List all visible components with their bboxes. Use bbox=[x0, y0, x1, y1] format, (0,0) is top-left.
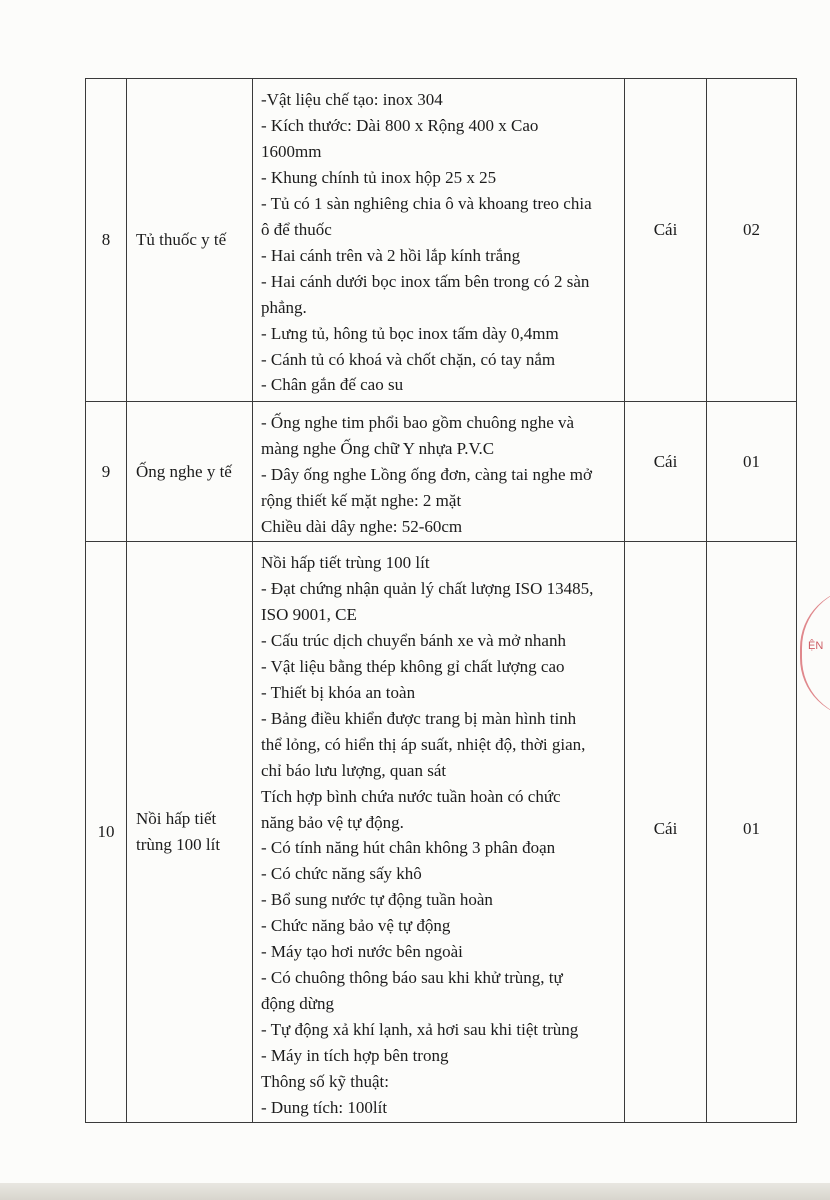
item-specification bbox=[253, 79, 625, 402]
item-quantity-text: 01 bbox=[743, 451, 760, 471]
row-number-text: 8 bbox=[101, 230, 111, 249]
table-row bbox=[86, 79, 797, 402]
spec-line: - Bổ sung nước tự động tuần hoàn bbox=[261, 890, 493, 910]
item-name bbox=[127, 402, 253, 542]
item-name-line: Tủ thuốc y tế bbox=[136, 230, 227, 249]
row-number bbox=[86, 79, 127, 402]
spec-line: - Bảng điều khiển được trang bị màn hình tinh bbox=[261, 708, 577, 728]
spec-line: - Lưng tủ, hông tủ bọc inox tấm dày 0,4mm bbox=[261, 323, 559, 343]
spec-line: - Đạt chứng nhận quản lý chất lượng ISO 13485, bbox=[261, 578, 594, 598]
spec-line: - Khung chính tủ inox hộp 25 x 25 bbox=[261, 167, 497, 187]
item-quantity-text: 02 bbox=[743, 220, 760, 239]
equipment-spec-table bbox=[85, 78, 797, 1123]
spec-line: - Ống nghe tim phổi bao gồm chuông nghe và bbox=[261, 413, 575, 432]
item-quantity bbox=[707, 402, 797, 542]
spec-line: - Cánh tủ có khoá và chốt chặn, có tay nắm bbox=[261, 349, 556, 369]
item-unit bbox=[625, 402, 707, 542]
item-quantity-text: 01 bbox=[743, 818, 760, 838]
item-name-line: Ống nghe y tế bbox=[136, 461, 232, 481]
spec-line: -Vật liệu chế tạo: inox 304 bbox=[261, 90, 443, 109]
item-unit-text: Cái bbox=[653, 220, 678, 239]
spec-line: - Máy tạo hơi nước bên ngoài bbox=[261, 942, 463, 962]
item-name bbox=[127, 542, 253, 1123]
item-unit-text: Cái bbox=[653, 818, 678, 838]
spec-line: - Vật liệu bằng thép không gỉ chất lượng cao bbox=[261, 656, 565, 676]
spec-line: - Máy in tích hợp bên trong bbox=[261, 1046, 449, 1066]
spec-line: màng nghe Ống chữ Y nhựa P.V.C bbox=[261, 438, 495, 458]
spec-line: ISO 9001, CE bbox=[261, 604, 357, 624]
spec-line: - Có chuông thông báo sau khi khử trùng, tự bbox=[261, 968, 563, 988]
stamp-text: ỆN bbox=[808, 640, 824, 652]
item-quantity bbox=[707, 79, 797, 402]
spec-line: - Kích thước: Dài 800 x Rộng 400 x Cao bbox=[261, 115, 539, 135]
spec-line: - Cấu trúc dịch chuyển bánh xe và mở nhanh bbox=[261, 630, 566, 650]
spec-line: phẳng. bbox=[261, 297, 307, 317]
row-number-text: 10 bbox=[97, 821, 115, 841]
item-name bbox=[127, 79, 253, 402]
item-specification bbox=[253, 542, 625, 1123]
spec-line: - Hai cánh dưới bọc inox tấm bên trong có 2 sàn bbox=[261, 271, 590, 291]
item-unit bbox=[625, 542, 707, 1123]
spec-line: chỉ báo lưu lượng, quan sát bbox=[261, 760, 447, 780]
spec-line: ô để thuốc bbox=[261, 219, 332, 239]
spec-line: - Thiết bị khóa an toàn bbox=[261, 682, 416, 702]
red-stamp-edge bbox=[800, 588, 830, 718]
spec-line: rộng thiết kế mặt nghe: 2 mặt bbox=[261, 490, 462, 510]
spec-line: - Chức năng bảo vệ tự động bbox=[261, 916, 451, 936]
spec-line: thể lỏng, có hiển thị áp suất, nhiệt độ, thời gian, bbox=[261, 734, 586, 754]
spec-line: Nồi hấp tiết trùng 100 lít bbox=[261, 553, 430, 572]
row-number bbox=[86, 542, 127, 1123]
item-specification bbox=[253, 402, 625, 542]
row-number-text: 9 bbox=[101, 461, 111, 481]
spec-line: Thông số kỹ thuật: bbox=[261, 1072, 389, 1092]
spec-line: - Dung tích: 100lít bbox=[261, 1098, 388, 1118]
spec-line: - Tự động xả khí lạnh, xả hơi sau khi tiệt trùng bbox=[261, 1020, 579, 1040]
table-row bbox=[86, 542, 797, 1123]
spec-line: - Có chức năng sấy khô bbox=[261, 864, 422, 884]
spec-line: Tích hợp bình chứa nước tuần hoàn có chức bbox=[261, 786, 561, 806]
spec-line: - Dây ống nghe Lồng ống đơn, càng tai nghe mở bbox=[261, 464, 592, 484]
item-name-line: Nồi hấp tiết bbox=[136, 808, 217, 828]
item-unit-text: Cái bbox=[653, 451, 678, 471]
spec-line: - Chân gắn đế cao su bbox=[261, 375, 404, 395]
spec-line: năng bảo vệ tự động. bbox=[261, 812, 404, 832]
spec-line: - Có tính năng hút chân không 3 phân đoạn bbox=[261, 838, 556, 858]
row-number bbox=[86, 402, 127, 542]
spec-line: - Hai cánh trên và 2 hồi lắp kính trắng bbox=[261, 245, 521, 265]
item-quantity bbox=[707, 542, 797, 1123]
spec-line: 1600mm bbox=[261, 141, 322, 161]
table-row bbox=[86, 402, 797, 542]
spec-line: Chiều dài dây nghe: 52-60cm bbox=[261, 516, 463, 536]
spec-line: - Tủ có 1 sàn nghiêng chia ô và khoang treo chia bbox=[261, 193, 592, 213]
page-bottom-edge bbox=[0, 1183, 830, 1200]
spec-line: động dừng bbox=[261, 994, 334, 1014]
item-unit bbox=[625, 79, 707, 402]
item-name-line: trùng 100 lít bbox=[136, 834, 221, 854]
